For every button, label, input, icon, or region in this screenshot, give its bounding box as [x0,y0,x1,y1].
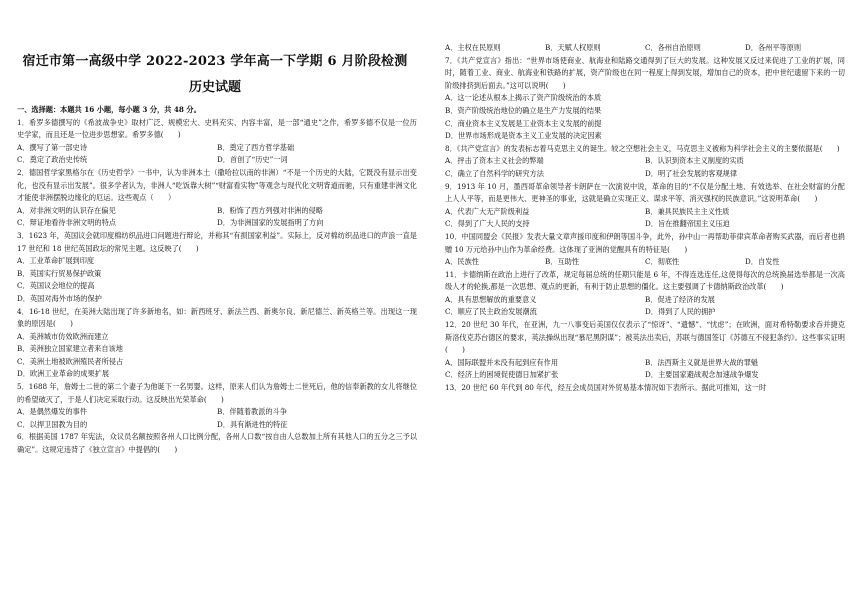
option-2b: B．粉饰了西方列强对非洲的侵略 [217,205,323,215]
option-12c: C．经济上的困境促使德日加紧扩张 [445,370,559,380]
options-2 [17,205,417,218]
options-10 [445,256,845,269]
section-heading: 一、选择题：本题共 16 小题，每小题 3 分，共 48 分。 [17,105,201,114]
option-6d: D．各州平等原则 [745,43,802,52]
question-9: 9．1913 年 10 月，墨西哥革命领导者卡朗萨在一次演说中说，革命的目的“不仅是分配土地、有效选举、在社会财富的分配上人人平等，而是更伟大、更神圣的事业，这就是确立实现正义、谋求平等、消灭强权的民族意识。”这说明革命( ) [445,181,845,204]
question-8: 8．《共产党宣言》的发表标志着马克思主义的诞生。较之空想社会主义，马克思主义被称为科学社会主义的主要依据是( ) [445,143,840,153]
option-12a: A．国际联盟并未没有起到应有作用 [445,357,559,367]
option-4a: A．美洲城市仿效欧洲而建立 [17,331,109,341]
option-2d: D．为非洲国家的发展指明了方向 [217,218,324,228]
option-1b: B．奠定了西方哲学基础 [217,142,295,152]
options-12-2 [445,369,845,382]
option-3c: C．英国议会地位的提高 [17,281,95,291]
exam-subtitle: 历史试题 [188,80,241,95]
option-11b: B．促进了经济的发展 [645,294,715,304]
option-7d: D．世界市场形成是资本主义工业发展的决定因素 [445,131,602,141]
options-6 [445,42,845,55]
question-11: 11．卡德纳斯在政治上进行了改革，规定每届总统的任期只能是 6 年，不得连选连任,这使得每次的总统换届选举都是一次高级人才的轮换,都是一次思想、观点的更新，有利于防止思想的僵化。这主要强调了卡德纳斯政治改革( ) [445,269,845,292]
question-2: 2．德国哲学家黑格尔在《历史哲学》一书中，认为非洲本土（撒哈拉以南的非洲）“不是一个历史的大陆，它既没有显示出变化，也没有显示出发展”。很多学者认为，非洲人“吃饭靠大树”“财富看实物”等观念与现代化文明背道而驰，只有重建非洲文化才能使非洲摆脱边缘化的厄运。这些观点（ ） [17,167,417,203]
left-column [17,104,417,457]
question-6: 6．根据美国 1787 年宪法，众议员名额按照各州人口比例分配，各州人口数“按自由人总数加上所有其他人口的五分之三予以确定”。这规定违背了《独立宣言》中提倡的( ) [17,432,417,455]
option-12d: D．主要国家避战观念加速战争爆发 [645,370,759,380]
option-10c: C．彻底性 [645,257,680,267]
option-8d: D．明了社会发展的客观规律 [645,168,738,178]
option-7b: B．资产阶级统治地位的确立是生产力发展的结果 [445,105,602,115]
option-6b: B．天赋人权原则 [545,43,601,52]
options-5 [17,406,417,419]
question-3: 3．1623 年，英国议会就印度棉纺织品进口问题进行辩论，并称其“有损国家利益”。实际上，反对棉纺织品进口的声浪一直是 17 世纪和 18 世纪英国政坛的常见主题。这反映了( ) [17,230,417,253]
option-9c: C．得到了广大人民的支持 [445,219,530,229]
option-1a: A．撰写了第一部史诗 [17,142,87,152]
options-2-2 [17,217,417,230]
option-5a: A．是偶然爆发的事件 [17,407,87,417]
option-9a: A．代表广大无产阶级利益 [445,206,530,216]
option-9b: B．兼具民族民主主义性质 [645,206,730,216]
options-1-2 [17,154,417,167]
option-2a: A．对非洲文明的认识存在偏见 [17,205,116,215]
option-8b: B．认识到资本主义制度的实质 [645,156,744,166]
option-8a: A．抨击了资本主义社会的弊端 [445,156,544,166]
option-10a: A．民族性 [445,257,479,267]
option-10b: B．互助性 [545,257,580,267]
option-10d: D．自发性 [745,257,780,267]
question-5: 5．1688 年，詹姆士二世的第二个妻子为他诞下一名男婴。这样，原来人们认为詹姆士二世死后，他的信奉新教的女儿将继位的希望破灭了，于是人们决定采取行动。这反映出光荣革命( ) [17,382,417,404]
option-11d: D．得到了人民的拥护 [645,307,716,317]
exam-title: 宿迁市第一高级中学 2022-2023 学年高一下学期 6 月阶段检测 [22,54,408,69]
option-7c: C．商业资本主义发展是工业资本主义发展的前提 [445,118,602,128]
options-8 [445,155,845,168]
right-column [445,42,845,395]
option-6a: A．主权在民原则 [445,43,501,52]
option-11c: C．顺应了民主政治发展潮流 [445,307,537,317]
question-7: 7．《共产党宣言》指出：“世界市场使商业、航海业和陆路交通得到了巨大的发展。这种发展又反过来促进了工业的扩展，同时，随着工业、商业、航海业和铁路的扩展，资产阶级也在同一程度上得到发展，增加自己的资本，把中世纪遗留下来的一切阶级排挤到后面去。”这可以说明( ) [445,55,845,90]
options-11 [445,294,845,307]
option-11a: A．具有思想解放的重要意义 [445,294,537,304]
options-8-2 [445,168,845,181]
option-8c: C．确立了自然科学的研究方法 [445,168,544,178]
option-4d: D．欧洲工业革命的成果扩展 [17,369,110,379]
option-3d: D．英国对海外市场的保护 [17,293,102,303]
option-3a: A．工业革命扩展到印度 [17,256,95,266]
option-3b: B．英国实行贸易保护政策 [17,268,102,278]
question-10: 10．中国同盟会《民报》发表大量文章声援印度和伊朗等国斗争，此外，孙中山一再帮助菲律宾革命者购买武器，而后者也捐赠 10 万元给孙中山作为革命经费。这体现了亚洲的觉醒具有的特征是( ) [445,231,845,254]
options-12 [445,357,845,370]
options-9 [445,206,845,219]
question-4: 4．16-18 世纪，在美洲大陆出现了许多新地名，如：新西班牙、新法兰西、新奥尔良、新尼德兰、新英格兰等。出现这一现象的原因是( ) [17,306,417,329]
option-12b: B．法西斯主义就是世界大战的罪魁 [645,357,759,367]
option-5b: B．伴随着教派的斗争 [217,407,287,417]
option-6c: C．各州自治原则 [645,43,701,52]
options-9-2 [445,218,845,231]
question-13: 13．20 世纪 60 年代到 80 年代，经互会成员国对外贸易基本情况如下表所示。据此可推知，这一时 [445,383,767,393]
option-4b: B．美洲独立国家建立者来自该地 [17,344,123,354]
option-2c: C．辩证地看待非洲文明的特点 [17,218,116,228]
question-12: 12．20 世纪 30 年代，在亚洲，九一八事变后美国仅仅表示了“惊讶”、“遗憾”、“忧虑”；在欧洲，面对希特勒要求吞并捷克斯洛伐克苏台德区的要求，英法操纵出现“慕尼黑阴谋”；被英法出卖后，苏联与德国签订《苏德互不侵犯条约》。这些事实证明( ) [445,320,845,355]
option-9d: D．旨在推翻帝国主义压迫 [645,219,730,229]
options-1 [17,142,417,155]
options-5-2 [17,419,417,432]
option-4c: C．美洲土地被欧洲殖民者所侵占 [17,356,124,366]
question-1: 1．希罗多德撰写的《希波战争史》取材广泛、规模宏大、史料充实、内容丰富，是一部“通史”之作，希罗多德不仅是一位历史学家，而且还是一位进步思想家。希罗多德( ) [17,117,417,140]
option-7a: A．这一论述从根本上揭示了资产阶级统治的本质 [445,93,602,103]
options-11-2 [445,306,845,319]
option-1d: D．首创了“历史”一词 [217,155,288,165]
option-5d: D．具有渐进性的特征 [217,419,288,429]
option-1c: C．奠定了政治史传统 [17,155,88,165]
option-5c: C．以捍卫国教为目的 [17,419,88,429]
